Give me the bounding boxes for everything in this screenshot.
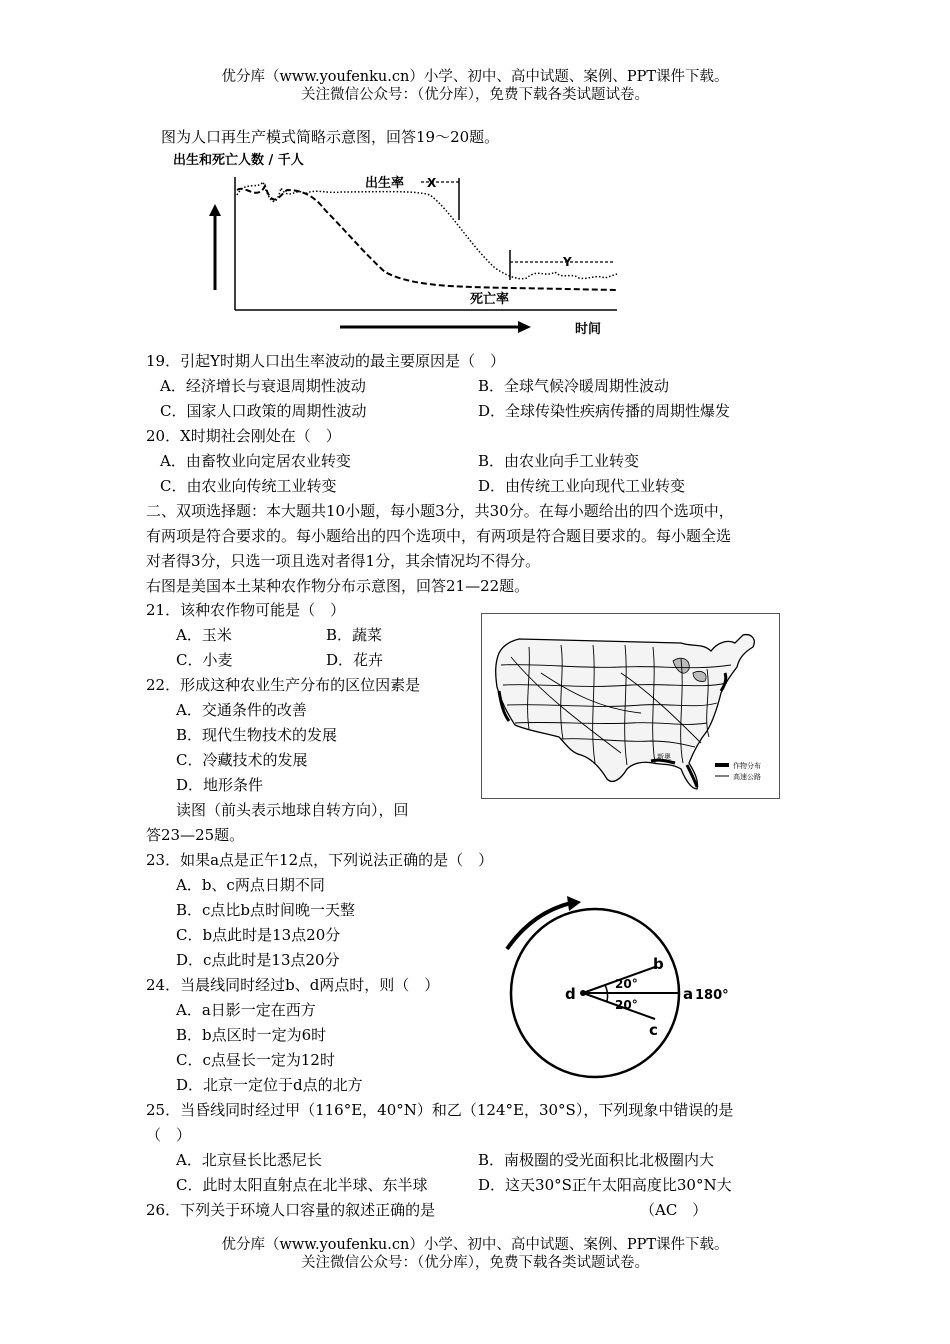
q23-option-a: A．b、c两点日期不同 — [176, 876, 325, 894]
intro-19-20: 图为人口再生产模式简略示意图，回答19～20题。 — [161, 128, 500, 146]
q21-option-b: B．蔬菜 — [326, 626, 383, 644]
angle-top: 20° — [615, 977, 638, 991]
angle-bottom: 20° — [615, 998, 638, 1012]
label-a: a — [683, 985, 694, 1003]
intro-21-22: 右图是美国本土某种农作物分布示意图，回答21—22题。 — [146, 577, 530, 595]
q23-option-c: C．b点此时是13点20分 — [176, 926, 341, 944]
q20-option-d: D．由传统工业向现代工业转变 — [478, 477, 686, 495]
us-crop-map — [481, 613, 780, 799]
q19-option-d: D．全球传染性疾病传播的周期性爆发 — [478, 402, 731, 420]
q20-option-c: C．由农业向传统工业转变 — [160, 477, 337, 495]
label-b: b — [653, 955, 664, 973]
q23-option-d: D．c点此时是13点20分 — [176, 951, 340, 969]
q21-option-c: C．小麦 — [176, 651, 233, 669]
q23-option-b: B．c点比b点时间晚一天整 — [176, 901, 356, 919]
q22-option-d: D．地形条件 — [176, 776, 264, 794]
q22-stem: 22．形成这种农业生产分布的区位因素是 — [146, 676, 421, 694]
q26-stem: 26．下列关于环境人口容量的叙述正确的是 — [146, 1201, 436, 1219]
q25-stem-2: （ ） — [146, 1126, 192, 1144]
map-place-label: 新奥 — [657, 753, 671, 761]
label-d: d — [565, 985, 576, 1003]
q24-option-b: B．b点区时一定为6时 — [176, 1026, 327, 1044]
q20-stem: 20．X时期社会刚处在（ ） — [146, 427, 341, 445]
rotation-arrow — [507, 903, 571, 949]
q21-option-a: A．玉米 — [176, 626, 232, 644]
section2-line-1: 二、双项选择题：本大题共10小题，每小题3分，共30分。在每小题给出的四个选项中， — [146, 502, 734, 520]
q19-option-b: B．全球气候冷暖周期性波动 — [478, 377, 670, 395]
q21-stem: 21．该种农作物可能是（ ） — [146, 601, 346, 619]
q25-option-d: D．这天30°S正午太阳高度比30°N大 — [478, 1176, 732, 1194]
death-rate-label: 死亡率 — [470, 292, 510, 307]
legend-road: 高速公路 — [733, 773, 761, 781]
q20-option-a: A．由畜牧业向定居农业转变 — [160, 452, 351, 470]
q22-option-a: A．交通条件的改善 — [176, 701, 307, 719]
q24-option-d: D．北京一定位于d点的北方 — [176, 1076, 363, 1094]
chart-ylabel: 出生和死亡人数 / 千人 — [173, 153, 304, 168]
chart-xlabel: 时间 — [575, 322, 602, 337]
footer-line-2: 关注微信公众号：（优分库），免费下载各类试题试卷。 — [301, 1255, 649, 1271]
y-marker: Y — [563, 255, 572, 269]
header-line-2: 关注微信公众号：（优分库），免费下载各类试题试卷。 — [301, 87, 649, 103]
q19-stem: 19．引起Y时期人口出生率波动的最主要原因是（ ） — [146, 352, 505, 370]
q25-option-a: A．北京昼长比悉尼长 — [176, 1151, 322, 1169]
q19-option-c: C．国家人口政策的周期性波动 — [160, 402, 367, 420]
footer-line-1: 优分库（www.youfenku.cn）小学、初中、高中试题、案例、PPT课件下载。 — [221, 1237, 729, 1253]
q25-option-c: C．此时太阳直射点在北半球、东半球 — [176, 1176, 428, 1194]
label-c: c — [649, 1021, 658, 1039]
q22-option-b: B．现代生物技术的发展 — [176, 726, 338, 744]
q24-option-a: A．a日影一定在西方 — [176, 1001, 316, 1019]
header-line-1: 优分库（www.youfenku.cn）小学、初中、高中试题、案例、PPT课件下载。 — [221, 69, 729, 85]
q25-option-b: B．南极圈的受光面积比北极圈内大 — [478, 1151, 715, 1169]
q24-option-c: C．c点昼长一定为12时 — [176, 1051, 335, 1069]
q21-option-d: D．花卉 — [326, 651, 384, 669]
x-marker: X — [427, 176, 437, 190]
section2-line-3: 对者得3分，只选一项且选对者得1分，其余情况均不得分。 — [146, 552, 541, 570]
population-chart — [165, 150, 625, 340]
q24-stem: 24．当晨线同时经过b、d两点时，则（ ） — [146, 976, 440, 994]
q26-answer: （AC ） — [640, 1201, 708, 1219]
label-180: 180° — [695, 988, 729, 1003]
intro-23-25-line-1: 读图（前头表示地球自转方向），回 — [176, 801, 409, 819]
q23-stem: 23．如果a点是正午12点，下列说法正确的是（ ） — [146, 851, 494, 869]
q25-stem: 25．当昏线同时经过甲（116°E，40°N）和乙（124°E，30°S），下列现象中错误的是 — [146, 1101, 734, 1119]
q20-option-b: B．由农业向手工业转变 — [478, 452, 640, 470]
q19-option-a: A．经济增长与衰退周期性波动 — [160, 377, 366, 395]
point-d — [580, 990, 586, 996]
globe-diagram — [485, 893, 729, 1078]
intro-23-25-line-2: 答23—25题。 — [146, 826, 245, 844]
section2-line-2: 有两项是符合要求的。每小题给出的四个选项中，有两项是符合题目要求的。每小题全选 — [146, 527, 732, 545]
q22-option-c: C．冷藏技术的发展 — [176, 751, 308, 769]
birth-rate-label: 出生率 — [365, 176, 405, 191]
birth-rate-curve — [237, 182, 617, 279]
death-rate-curve — [237, 186, 617, 290]
legend-crop: 作物分布 — [733, 762, 761, 770]
